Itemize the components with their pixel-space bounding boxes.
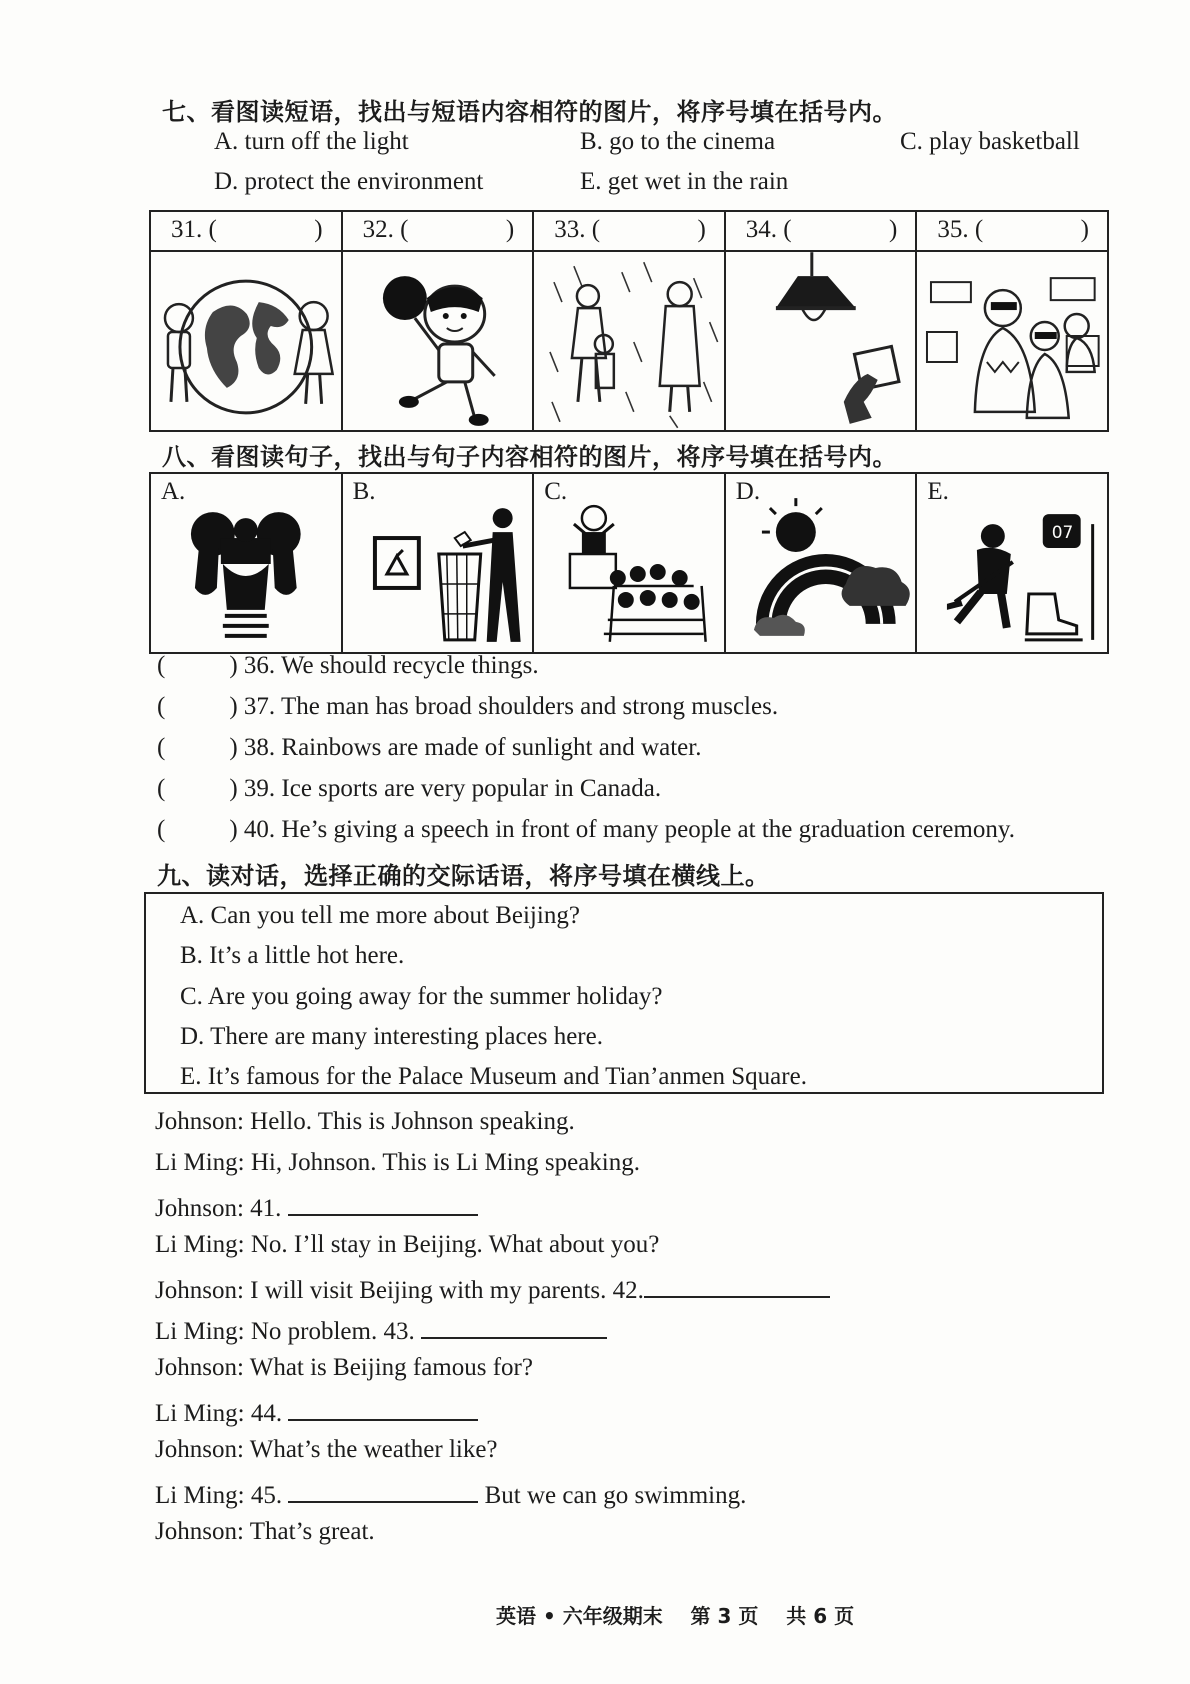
picture-c: C. [533,473,725,653]
sentence-40: ( ) 40. He’s giving a speech in front of many people at the graduation ceremony. [157,816,1015,843]
picture-34 [725,251,917,431]
answer-slot-32[interactable]: 32. ( ) [342,211,534,251]
option-b: B. go to the cinema [580,128,776,155]
recycle-bin-icon [343,474,533,652]
picture-31 [150,251,342,431]
rain-people-icon [534,252,724,430]
sentence-38: ( ) 38. Rainbows are made of sunlight and water. [157,734,702,761]
dialogue-line-7: Johnson: What is Beijing famous for? [155,1354,533,1381]
answer-blank-45[interactable] [288,1477,478,1503]
dialogue-line-8: Li Ming: 44. [155,1395,478,1428]
dialogue-line-9: Johnson: What’s the weather like? [155,1436,498,1463]
dialogue-line-6: Li Ming: No problem. 43. [155,1313,607,1346]
speech-ceremony-icon [534,474,724,652]
answer-blank-42[interactable] [644,1272,830,1298]
picture-e: E. 07 [916,473,1108,653]
answer-paren-37[interactable]: ( [157,693,166,720]
picture-d: D. [725,473,917,653]
section7-picture-table [149,210,1109,432]
answer-slot-33[interactable]: 33. ( ) [533,211,725,251]
earth-children-icon [151,252,341,430]
section8-heading: 八、看图读句子，找出与句子内容相符的图片，将序号填在括号内。 [162,443,897,471]
boy-basketball-icon [343,252,533,430]
option-c: C. play basketball [900,128,1080,155]
cinema-audience-icon [917,252,1107,430]
option-e: E. get wet in the rain [580,168,789,195]
answer-slot-34[interactable]: 34. ( ) [725,211,917,251]
answer-blank-43[interactable] [421,1313,607,1339]
picture-b: B. [342,473,534,653]
sentence-39: ( ) 39. Ice sports are very popular in Canada. [157,775,662,802]
rainbow-icon [726,474,916,652]
answer-blank-41[interactable] [288,1190,478,1216]
dialogue-line-10: Li Ming: 45. But we can go swimming. [155,1477,746,1510]
dialogue-line-1: Johnson: Hello. This is Johnson speaking. [155,1108,575,1135]
dialogue-line-2: Li Ming: Hi, Johnson. This is Li Ming speaking. [155,1149,640,1176]
picture-32 [342,251,534,431]
choice-e: E. It’s famous for the Palace Museum and Tian’anmen Square. [180,1063,807,1090]
answer-slot-35[interactable]: 35. ( ) [916,211,1108,251]
choice-b: B. It’s a little hot here. [180,942,405,969]
dialogue-line-4: Li Ming: No. I’ll stay in Beijing. What about you? [155,1231,660,1258]
ice-hockey-icon [917,474,1107,652]
answer-slot-31[interactable]: 31. ( ) [150,211,342,251]
sentence-36: ( ) 36. We should recycle things. [157,652,539,679]
page-footer: 英语 • 六年级期末 第 3 页 共 6 页 [496,1604,855,1628]
dialogue-line-5: Johnson: I will visit Beijing with my parents. 42. [155,1272,830,1305]
jersey-number: 07 [1052,522,1074,543]
section9-heading: 九、读对话，选择正确的交际话语，将序号填在横线上。 [157,862,770,890]
picture-35 [916,251,1108,431]
lamp-switch-icon [726,252,916,430]
option-a: A. turn off the light [214,128,409,155]
answer-paren-39[interactable]: ( [157,775,166,802]
dialogue-line-11: Johnson: That’s great. [155,1518,375,1545]
picture-a: A. [150,473,342,653]
answer-paren-38[interactable]: ( [157,734,166,761]
choice-c: C. Are you going away for the summer holiday? [180,983,663,1010]
strongman-icon [151,474,341,652]
picture-33 [533,251,725,431]
dialogue-line-3: Johnson: 41. [155,1190,478,1223]
answer-paren-40[interactable]: ( [157,816,166,843]
answer-blank-44[interactable] [288,1395,478,1421]
section7-heading: 七、看图读短语，找出与短语内容相符的图片，将序号填在括号内。 [162,98,897,126]
answer-paren-36[interactable]: ( [157,652,166,679]
section8-picture-table [149,472,1109,654]
sentence-37: ( ) 37. The man has broad shoulders and strong muscles. [157,693,779,720]
choice-d: D. There are many interesting places here. [180,1023,603,1050]
choice-a: A. Can you tell me more about Beijing? [180,902,580,929]
option-d: D. protect the environment [214,168,484,195]
